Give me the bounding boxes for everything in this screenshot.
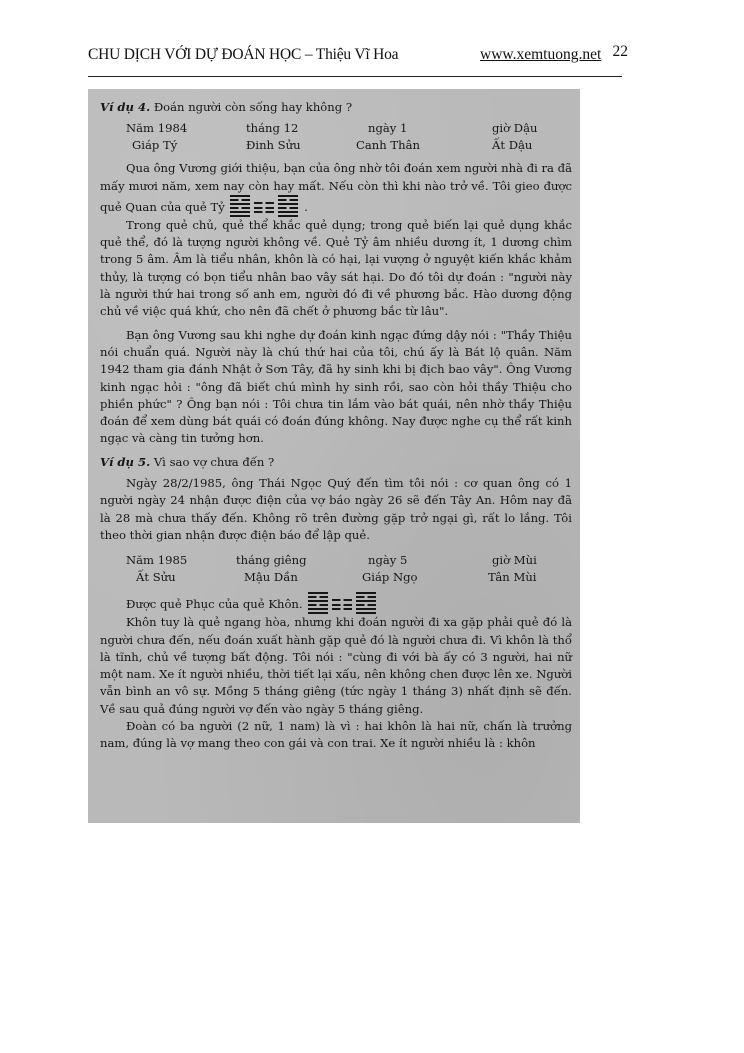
date-day: ngày 1 bbox=[368, 121, 408, 136]
scanned-page-image bbox=[88, 89, 580, 823]
date-hour: giờ Mùi bbox=[492, 553, 537, 568]
date-year-cc: Giáp Tý bbox=[132, 138, 178, 153]
example-4-paragraph-2: Trong quẻ chủ, quẻ thể khắc quẻ dụng; trong quẻ biến lại quẻ dụng khắc quẻ thể, đó là tượng người không về. Quẻ Tỷ âm nhiều dương ít, 1 dương chìm trong 5 âm. Âm là tiểu nhân, khôn là có hại, lại vượng ở nguyệt kiến khắc khảm thủy, là tượng có bọn tiểu nhân bao vây sát hại. Do đó tôi dự đoán : "người này là người thứ hai trong số anh em, người đó đi về phương bắc. Hào dương động chủ về việc quá khứ, cho nên đã chết ở phương bắc từ lâu". bbox=[100, 217, 572, 319]
date-day-cc: Giáp Ngọ bbox=[362, 570, 418, 585]
date-hour-cc: Ất Dậu bbox=[492, 138, 533, 153]
example-5-label: Ví dụ 5. bbox=[100, 454, 151, 469]
example-5-paragraph-1: Ngày 28/2/1985, ông Thái Ngọc Quý đến tìm tôi nói : cơ quan ông có 1 người ngày 24 nhận được điện của vợ báo ngày 26 sẽ đến Tây An. Hôm nay đã là 28 mà chưa thấy đến. Không rõ trên đường gặp trở ngại gì, rất lo lắng. Tôi theo thời gian nhận được điện báo để lập quẻ. bbox=[100, 476, 572, 542]
example-5-paragraph-3: Khôn tuy là quẻ ngang hòa, nhưng khi đoán người đi xa gặp phải quẻ đó là người chưa đến, nếu đoán xuất hành gặp quẻ đó là người chưa đi. Vì khôn là thổ là tĩnh, chủ về tượng bất động. Tôi nói : "cùng đi với bà ấy có 3 người, hai nữ một nam. Xe ít người nhiều, thời tiết lại xấu, nên không chen được lên xe. Người vẫn bình an vô sự. Mồng 5 tháng giêng (tức ngày 1 tháng 3) nhất định sẽ đến. Về sau quả đúng người vợ đến vào ngày 5 tháng giêng. bbox=[100, 615, 572, 716]
example-4-paragraph-1: Qua ông Vương giới thiệu, bạn của ông nhờ tôi đoán xem người nhà đi ra đã mấy mươi năm, xem nay còn hay mất. Nếu còn thì khi nào trở về. Tôi gieo được quẻ Quan của quẻ Tỷ . bbox=[100, 160, 572, 217]
example-5-paragraph-2: Được quẻ Phục của quẻ Khôn. bbox=[100, 592, 572, 614]
date-hour-cc: Tân Mùi bbox=[488, 570, 537, 585]
date-month: tháng 12 bbox=[246, 121, 299, 136]
date-year-cc: Ất Sửu bbox=[136, 570, 176, 585]
date-month: tháng giêng bbox=[236, 553, 307, 568]
example-4-dates bbox=[100, 120, 572, 154]
example-4-heading bbox=[100, 99, 572, 116]
example-5-paragraph-4: Đoàn có ba người (2 nữ, 1 nam) là vì : hai khôn là hai nữ, chấn là trưởng nam, đúng là vợ mang theo con gái và con trai. Xe ít người nhiều là : khôn bbox=[100, 719, 572, 751]
date-year: Năm 1985 bbox=[126, 553, 188, 568]
example-5-title: Vì sao vợ chưa đến ? bbox=[153, 454, 275, 469]
example-4-title: Đoán người còn sống hay không ? bbox=[153, 100, 353, 114]
hexagram-icon bbox=[254, 200, 274, 213]
date-day: ngày 5 bbox=[368, 553, 408, 568]
date-year: Năm 1984 bbox=[126, 121, 188, 136]
example-4-label: Ví dụ 4. bbox=[100, 100, 151, 114]
page-header bbox=[88, 40, 628, 77]
date-day-cc: Canh Thân bbox=[356, 138, 420, 153]
date-hour: giờ Dậu bbox=[492, 121, 538, 136]
page-number: 22 bbox=[612, 43, 628, 60]
book-title: CHU DỊCH VỚI DỰ ĐOÁN HỌC – Thiệu Vĩ Hoa bbox=[88, 46, 399, 63]
example-5-heading bbox=[100, 454, 572, 471]
hexagram-icon bbox=[278, 195, 298, 217]
date-month-cc: Mậu Dần bbox=[244, 570, 298, 585]
example-5-dates bbox=[100, 552, 572, 586]
website-link[interactable]: www.xemtuong.net bbox=[480, 46, 602, 63]
example-4-paragraph-3: Bạn ông Vương sau khi nghe dự đoán kinh ngạc đứng dậy nói : "Thầy Thiệu nói chuẩn quá. Người này là chú thứ hai của tôi, chú ấy là Bát lộ quân. Năm 1942 tham gia đánh Nhật ở Sơn Tây, đã hy sinh khi bị địch bao vây". Ông Vương kinh ngạc hỏi : "ông đã biết chú mình hy sinh rồi, sao còn hỏi thầy Thiệu cho phiền phức" ? Ông bạn nói : Tôi chưa tin lắm vào bát quái, nên nhờ thầy Thiệu đoán để xem dùng bát quái có đoán đúng không. Nay được nghe cụ thể rất kinh ngạc và càng tin tưởng hơn. bbox=[100, 327, 572, 446]
hexagram-icon bbox=[308, 592, 328, 614]
hexagram-icon bbox=[230, 195, 250, 217]
hexagram-icon bbox=[356, 592, 376, 614]
scanned-text bbox=[100, 99, 572, 753]
hexagram-icon bbox=[332, 597, 352, 610]
date-month-cc: Đinh Sửu bbox=[246, 138, 301, 153]
